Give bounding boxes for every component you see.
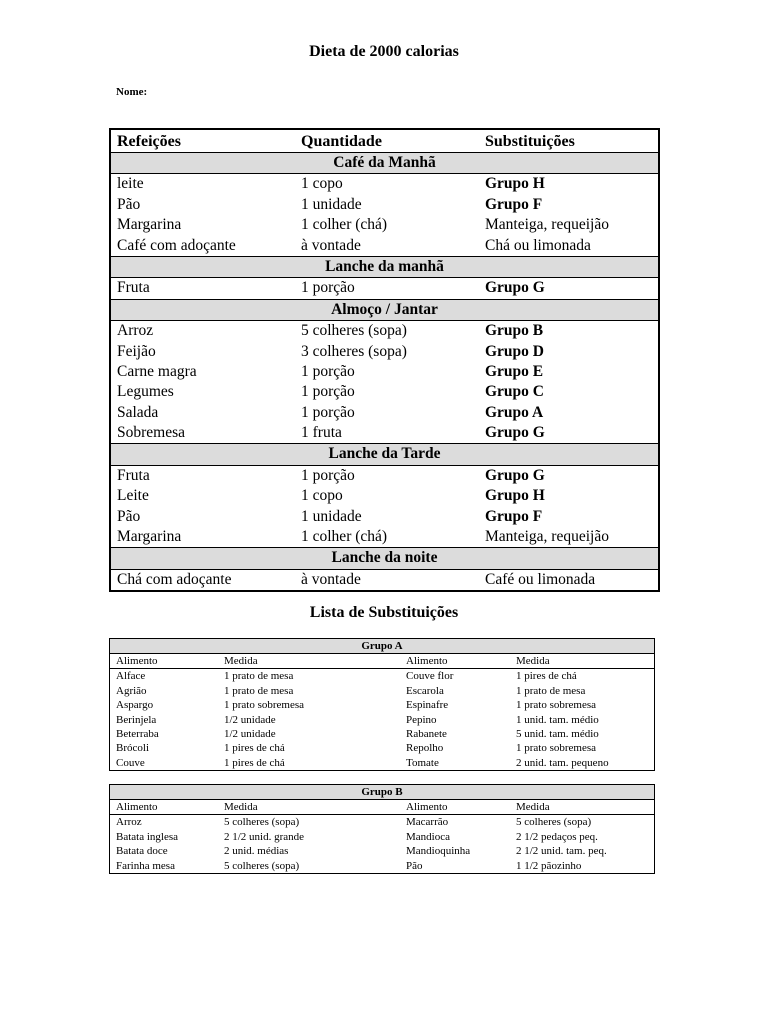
measure-cell: 1 pires de chá [516, 670, 577, 683]
substitution-cell: Grupo F [485, 507, 543, 525]
food-cell: Agrião [116, 684, 147, 697]
measure-cell: 2 1/2 pedaços peq. [516, 830, 598, 843]
measure-cell: 1 prato de mesa [224, 670, 294, 683]
measure-cell: 1 pires de chá [224, 756, 285, 769]
quantity-cell: 1 porção [301, 466, 355, 484]
food-cell: leite [117, 175, 144, 193]
food-cell: Brócoli [116, 742, 149, 755]
diet-row [111, 342, 658, 362]
quantity-cell: 1 porção [301, 362, 355, 380]
measure-cell: 1 prato sobremesa [224, 699, 305, 712]
diet-row [111, 195, 658, 215]
quantity-cell: 3 colheres (sopa) [301, 342, 407, 360]
quantity-cell: 1 fruta [301, 424, 342, 442]
substitution-cell: Café ou limonada [485, 570, 596, 588]
meal-section-header: Lanche da noite [111, 547, 658, 569]
measure-cell: 2 unid. médias [224, 845, 289, 858]
food-cell: Leite [117, 487, 149, 505]
quantity-cell: 1 porção [301, 279, 355, 297]
group-row [110, 698, 654, 712]
group-column-header: Alimento [116, 801, 158, 813]
diet-row [111, 570, 658, 590]
substitution-cell: Grupo E [485, 362, 544, 380]
food-cell: Pão [406, 859, 423, 872]
diet-row [111, 236, 658, 256]
group-row [110, 727, 654, 741]
group-row [110, 859, 654, 873]
diet-row [111, 486, 658, 506]
quantity-cell: 5 colheres (sopa) [301, 322, 407, 340]
measure-cell: 1 prato de mesa [224, 684, 294, 697]
quantity-cell: à vontade [301, 570, 361, 588]
document-title: Dieta de 2000 calorias [309, 43, 459, 60]
measure-cell: 5 colheres (sopa) [224, 859, 300, 872]
substitution-list-title: Lista de Substituições [309, 604, 459, 621]
measure-cell: 5 colheres (sopa) [516, 816, 592, 829]
group-row [110, 815, 654, 829]
substitution-cell: Manteiga, requeijão [485, 528, 609, 546]
meal-section-header: Lanche da manhã [111, 256, 658, 278]
diet-row [111, 215, 658, 235]
food-cell: Tomate [406, 756, 439, 769]
food-cell: Salada [117, 403, 159, 421]
group-row [110, 844, 654, 858]
diet-row [111, 403, 658, 423]
diet-row [111, 527, 658, 547]
quantity-cell: 1 porção [301, 383, 355, 401]
diet-table-header [111, 130, 658, 152]
food-cell: Macarrão [406, 816, 449, 829]
group-header-row [110, 654, 654, 669]
measure-cell: 2 unid. tam. pequeno [516, 756, 609, 769]
food-cell: Alface [116, 670, 146, 683]
food-cell: Arroz [117, 322, 154, 340]
substitution-cell: Grupo C [485, 383, 544, 401]
diet-row [111, 321, 658, 341]
quantity-cell: 1 porção [301, 403, 355, 421]
substitution-cell: Manteiga, requeijão [485, 216, 609, 234]
food-cell: Fruta [117, 466, 150, 484]
food-cell: Batata inglesa [116, 830, 179, 843]
substitution-cell: Grupo H [485, 487, 545, 505]
group-column-header: Medida [516, 801, 550, 813]
group-column-header: Medida [224, 655, 258, 667]
measure-cell: 1/2 unidade [224, 727, 276, 740]
quantity-cell: à vontade [301, 236, 361, 254]
substitution-cell: Grupo G [485, 424, 545, 442]
substitution-cell: Grupo B [485, 322, 544, 340]
diet-table [109, 128, 660, 592]
food-cell: Repolho [406, 742, 444, 755]
diet-row [111, 174, 658, 194]
group-header-row [110, 800, 654, 815]
substitution-cell: Chá ou limonada [485, 236, 591, 254]
diet-row [111, 362, 658, 382]
name-label: Nome: [116, 86, 148, 98]
measure-cell: 1 unid. tam. médio [516, 713, 599, 726]
diet-row [111, 423, 658, 443]
meal-section-header: Almoço / Jantar [111, 299, 658, 321]
quantity-cell: 1 unidade [301, 195, 362, 213]
food-cell: Feijão [117, 342, 156, 360]
group-row [110, 669, 654, 683]
substitution-cell: Grupo F [485, 195, 543, 213]
food-cell: Aspargo [116, 699, 154, 712]
measure-cell: 2 1/2 unid. tam. peq. [516, 845, 607, 858]
food-cell: Arroz [116, 816, 142, 829]
diet-row [111, 382, 658, 402]
measure-cell: 1 prato de mesa [516, 684, 586, 697]
quantity-cell: 1 copo [301, 175, 343, 193]
food-cell: Margarina [117, 528, 182, 546]
measure-cell: 1 1/2 pãozinho [516, 859, 582, 872]
food-cell: Margarina [117, 216, 182, 234]
group-row [110, 830, 654, 844]
food-cell: Espinafre [406, 699, 449, 712]
quantity-cell: 1 unidade [301, 507, 362, 525]
food-cell: Farinha mesa [116, 859, 175, 872]
group-row [110, 713, 654, 727]
food-cell: Berinjela [116, 713, 157, 726]
food-cell: Mandioca [406, 830, 450, 843]
group-row [110, 684, 654, 698]
food-cell: Pão [117, 507, 141, 525]
food-cell: Couve [116, 756, 145, 769]
food-cell: Pão [117, 195, 141, 213]
food-cell: Pepino [406, 713, 437, 726]
diet-row [111, 507, 658, 527]
group-column-header: Medida [516, 655, 550, 667]
measure-cell: 1/2 unidade [224, 713, 276, 726]
food-cell: Chá com adoçante [117, 570, 232, 588]
measure-cell: 1 prato sobremesa [516, 742, 597, 755]
quantity-cell: 1 colher (chá) [301, 216, 388, 234]
meal-section-header: Café da Manhã [111, 152, 658, 174]
food-cell: Mandioquinha [406, 845, 471, 858]
food-cell: Carne magra [117, 362, 197, 380]
substitution-cell: Grupo D [485, 342, 544, 360]
substitution-cell: Grupo H [485, 175, 545, 193]
food-cell: Batata doce [116, 845, 168, 858]
food-cell: Escarola [406, 684, 444, 697]
measure-cell: 5 unid. tam. médio [516, 727, 599, 740]
substitution-group-table [109, 784, 655, 874]
diet-row [111, 278, 658, 298]
group-title: Grupo A [110, 639, 654, 654]
quantity-cell: 1 colher (chá) [301, 528, 388, 546]
food-cell: Beterraba [116, 727, 159, 740]
meal-section-header: Lanche da Tarde [111, 443, 658, 465]
measure-cell: 1 prato sobremesa [516, 699, 597, 712]
quantity-cell: 1 copo [301, 487, 343, 505]
group-column-header: Alimento [116, 655, 158, 667]
group-row [110, 756, 654, 770]
measure-cell: 5 colheres (sopa) [224, 816, 300, 829]
measure-cell: 2 1/2 unid. grande [224, 830, 305, 843]
substitution-group-table [109, 638, 655, 771]
group-title: Grupo B [110, 785, 654, 800]
food-cell: Fruta [117, 279, 150, 297]
group-column-header: Alimento [406, 655, 448, 667]
header-refeicoes: Refeições [117, 133, 181, 150]
food-cell: Legumes [117, 383, 174, 401]
diet-row [111, 466, 658, 486]
group-column-header: Medida [224, 801, 258, 813]
food-cell: Sobremesa [117, 424, 186, 442]
substitution-cell: Grupo A [485, 403, 544, 421]
measure-cell: 1 pires de chá [224, 742, 285, 755]
food-cell: Rabanete [406, 727, 447, 740]
substitution-cell: Grupo G [485, 279, 545, 297]
header-quantidade: Quantidade [301, 133, 382, 150]
header-substituicoes: Substituições [485, 133, 575, 150]
food-cell: Couve flor [406, 670, 454, 683]
food-cell: Café com adoçante [117, 236, 236, 254]
group-row [110, 741, 654, 755]
substitution-cell: Grupo G [485, 466, 545, 484]
group-column-header: Alimento [406, 801, 448, 813]
